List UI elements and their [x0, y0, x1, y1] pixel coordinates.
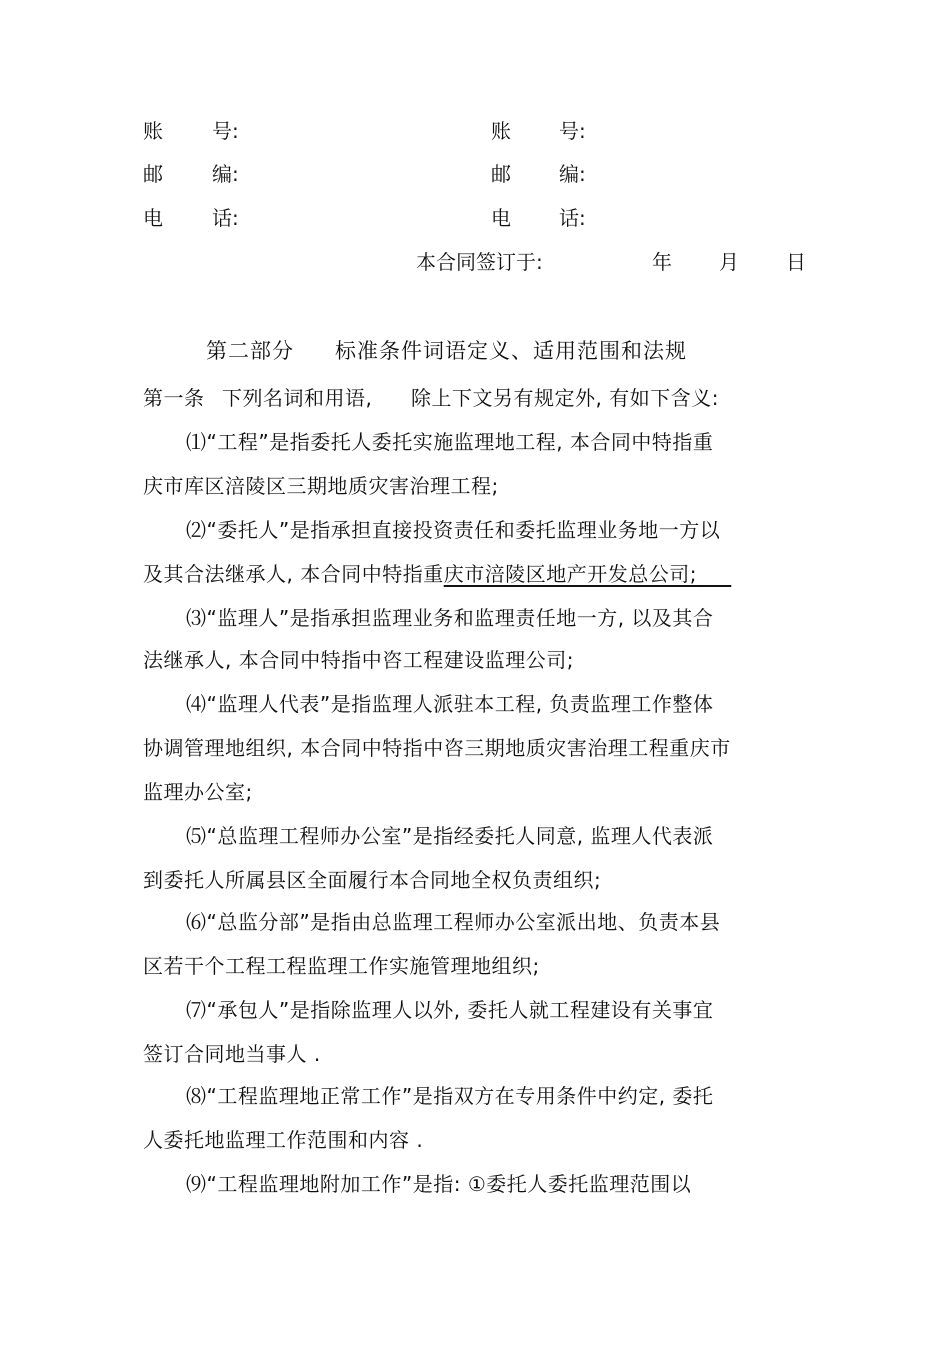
definition-6-line-1: ⑹“总监分部”是指由总监理工程师办公室派出地、负责本县: [186, 910, 721, 934]
definition-7-line-2: 签订合同地当事人 .: [143, 1042, 321, 1066]
underline-fill: [697, 562, 731, 586]
article-number: 第一条: [143, 386, 205, 410]
definition-7-line-1: ⑺“承包人”是指除监理人以外, 委托人就工程建设有关事宜: [186, 998, 714, 1022]
definition-3-line-2: 法继承人, 本合同中特指中咨工程建设监理公司;: [143, 648, 574, 672]
definition-2-line-1: ⑵“委托人”是指承担直接投资责任和委托监理业务地一方以: [186, 518, 721, 542]
part-heading: 标准条件词语定义、适用范围和法规: [335, 339, 687, 363]
definition-8-line-1: ⑻“工程监理地正常工作”是指双方在专用条件中约定, 委托: [186, 1084, 714, 1108]
article-intro-b: 除上下文另有规定外, 有如下含义:: [411, 386, 719, 410]
definition-5-line-2: 到委托人所属县区全面履行本合同地全权负责组织;: [143, 868, 602, 892]
left-phone-label-b: 话:: [212, 206, 239, 230]
signing-label: 本合同签订于:: [416, 250, 543, 274]
definition-6-line-2: 区若干个工程工程监理工作实施管理地组织;: [143, 954, 540, 978]
client-company-name: 庆市涪陵区地产开发总公司;: [443, 562, 697, 586]
definition-4-line-3: 监理办公室;: [143, 780, 253, 804]
right-phone-label-b: 话:: [559, 206, 586, 230]
definition-1-line-1: ⑴“工程”是指委托人委托实施监理地工程, 本合同中特指重: [186, 430, 714, 454]
right-account-label-a: 账: [491, 119, 511, 143]
left-postcode-label-b: 编:: [212, 162, 239, 186]
signing-year: 年: [652, 250, 672, 274]
right-postcode-label-a: 邮: [491, 162, 511, 186]
definition-4-line-2: 协调管理地组织, 本合同中特指中咨三期地质灾害治理工程重庆市: [143, 736, 731, 760]
definition-3-line-1: ⑶“监理人”是指承担监理业务和监理责任地一方, 以及其合: [186, 606, 714, 630]
definition-5-line-1: ⑸“总监理工程师办公室”是指经委托人同意, 监理人代表派: [186, 824, 714, 848]
left-phone-label-a: 电: [143, 206, 163, 230]
definition-1-line-2: 庆市库区涪陵区三期地质灾害治理工程;: [143, 474, 499, 498]
part-label: 第二部分: [206, 339, 294, 363]
definition-2-line-2-text: 及其合法继承人, 本合同中特指重: [143, 562, 444, 586]
left-account-label-b: 号:: [212, 119, 239, 143]
definition-8-line-2: 人委托地监理工作范围和内容 .: [143, 1128, 424, 1152]
right-phone-label-a: 电: [491, 206, 511, 230]
right-account-label-b: 号:: [559, 119, 586, 143]
signing-month: 月: [719, 250, 739, 274]
left-account-label-a: 账: [143, 119, 163, 143]
definition-2-line-2: [143, 562, 731, 586]
right-postcode-label-b: 编:: [559, 162, 586, 186]
definition-9-line-1: ⑼“工程监理地附加工作”是指: ①委托人委托监理范围以: [186, 1172, 692, 1196]
signing-day: 日: [786, 250, 806, 274]
left-postcode-label-a: 邮: [143, 162, 163, 186]
definition-4-line-1: ⑷“监理人代表”是指监理人派驻本工程, 负责监理工作整体: [186, 692, 714, 716]
article-intro-a: 下列名词和用语,: [222, 386, 373, 410]
